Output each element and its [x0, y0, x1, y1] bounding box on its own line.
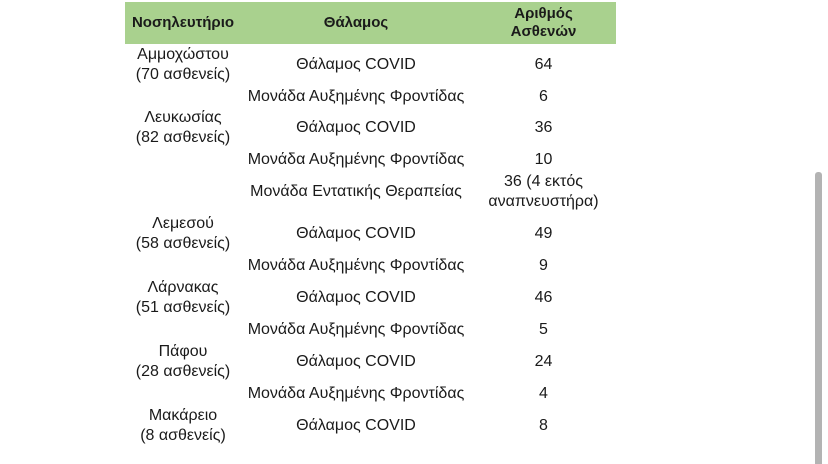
ward-cell: Θάλαμος COVID — [296, 417, 416, 434]
hospital-cell: Πάφου (28 ασθενείς) — [135, 343, 231, 380]
count-cell: 64 — [534, 56, 553, 73]
count-cell: 24 — [534, 353, 553, 370]
header-hospital: Νοσηλευτήριο — [131, 14, 235, 31]
count-cell: 46 — [534, 289, 553, 306]
ward-cell: Θάλαμος COVID — [296, 289, 416, 306]
ward-cell: Μονάδα Αυξημένης Φροντίδας — [247, 257, 465, 274]
vertical-scrollbar[interactable] — [815, 172, 822, 464]
ward-cell: Μονάδα Αυξημένης Φροντίδας — [247, 385, 465, 402]
header-ward: Θάλαμος — [323, 14, 389, 31]
count-cell: 9 — [539, 257, 548, 274]
count-cell: 4 — [539, 385, 548, 402]
hospital-cell: Λεμεσού (58 ασθενείς) — [135, 215, 231, 252]
count-cell: 6 — [539, 88, 548, 105]
ward-cell: Θάλαμος COVID — [296, 225, 416, 242]
ward-cell: Μονάδα Εντατικής Θεραπείας — [250, 183, 462, 200]
header-count: Αριθμός Ασθενών — [510, 5, 577, 40]
ward-cell: Μονάδα Αυξημένης Φροντίδας — [247, 88, 465, 105]
ward-cell: Θάλαμος COVID — [296, 119, 416, 136]
ward-cell: Μονάδα Αυξημένης Φροντίδας — [247, 321, 465, 338]
count-cell: 10 — [534, 151, 553, 168]
count-cell: 5 — [539, 321, 548, 338]
count-cell: 36 — [534, 119, 553, 136]
table-row — [125, 405, 616, 447]
hospital-cell: Λάρνακας (51 ασθενείς) — [135, 279, 231, 316]
count-cell: 49 — [534, 225, 553, 242]
ward-cell: Θάλαμος COVID — [296, 353, 416, 370]
count-cell: 8 — [539, 417, 548, 434]
ward-cell: Μονάδα Αυξημένης Φροντίδας — [247, 151, 465, 168]
hospital-cell: Μακάρειο (8 ασθενείς) — [140, 407, 226, 444]
hospital-cell — [125, 171, 241, 213]
hospital-cell: Λευκωσίας (82 ασθενείς) — [135, 109, 231, 146]
hospital-cell: Αμμοχώστου (70 ασθενείς) — [135, 46, 231, 83]
table-header — [125, 2, 616, 44]
ward-cell: Θάλαμος COVID — [296, 56, 416, 73]
count-cell: 36 (4 εκτός αναπνευστήρα) — [488, 173, 599, 210]
table-row — [125, 171, 616, 213]
